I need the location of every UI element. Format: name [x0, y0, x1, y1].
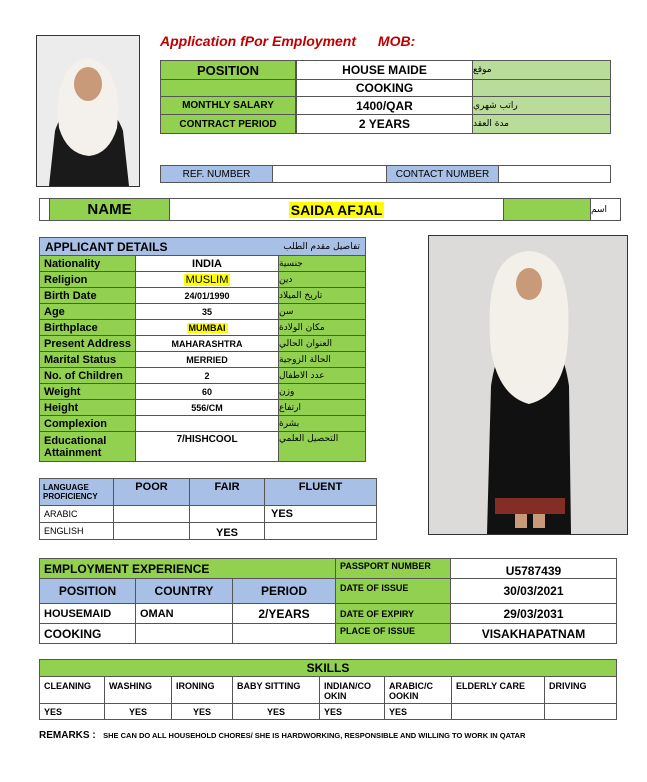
- language-row-arabic-fair: [189, 505, 265, 523]
- education-label: Educational: [44, 434, 107, 447]
- passport-photo: [36, 35, 140, 187]
- language-row-arabic-poor: [113, 505, 190, 523]
- applicant-details-title-arabic: تفاصيل مقدم الطلب: [283, 241, 360, 252]
- skill-arabic-cooking-line-2: OOKIN: [389, 691, 419, 701]
- education-arabic: التحصيل العلمي: [278, 431, 366, 462]
- experience-col-country: COUNTRY: [135, 578, 233, 604]
- skill-ironing-label: IRONING: [171, 676, 233, 704]
- date-of-expiry-label: DATE OF EXPIRY: [335, 603, 451, 624]
- religion-label: Religion: [39, 271, 136, 288]
- language-row-english-fluent: [264, 522, 377, 540]
- passport-number-label: PASSPORT NUMBER: [335, 558, 451, 579]
- date-of-issue-value: 30/03/2021: [450, 578, 617, 604]
- skill-washing-value: YES: [104, 703, 172, 720]
- age-arabic: سن: [278, 303, 366, 320]
- experience-row-1-country: OMAN: [135, 603, 233, 624]
- birth-date-arabic: تاريخ الميلاد: [278, 287, 366, 304]
- language-col-fluent: FLUENT: [264, 478, 377, 506]
- weight-arabic: وزن: [278, 383, 366, 400]
- applicant-details-title: APPLICANT DETAILS: [45, 239, 168, 254]
- ref-number-label: REF. NUMBER: [160, 165, 273, 183]
- remarks: [39, 725, 525, 743]
- nationality-label: Nationality: [39, 255, 136, 272]
- application-title: Application fPor Employment: [160, 33, 357, 49]
- skill-elderly-care-label: ELDERLY CARE: [451, 676, 545, 704]
- mob-label: MOB:: [377, 33, 416, 49]
- name-label: NAME: [49, 198, 170, 221]
- skill-indian-cooking-line-2: OKIN: [324, 691, 347, 701]
- experience-row-2-period: [232, 623, 336, 644]
- height-arabic: ارتفاع: [278, 399, 366, 416]
- marital-status-arabic: الحالة الزوجية: [278, 351, 366, 368]
- skill-indian-cooking-value: YES: [319, 703, 385, 720]
- remarks-text: SHE CAN DO ALL HOUSEHOLD CHORES/ SHE IS HARDWORKING, RESPONSIBLE AND WILLING TO WORK IN QATAR: [103, 731, 526, 740]
- present-address-label: Present Address: [39, 335, 136, 352]
- name-value-cell: [169, 198, 504, 221]
- experience-col-period: PERIOD: [232, 578, 336, 604]
- religion-arabic: دين: [278, 271, 366, 288]
- birthplace-label: Birthplace: [39, 319, 136, 336]
- remarks-label: REMARKS :: [39, 730, 96, 741]
- experience-row-2-position: COOKING: [39, 623, 136, 644]
- birthplace-value-cell: [135, 319, 279, 336]
- contact-number-value: [498, 165, 611, 183]
- language-row-english-fair: YES: [189, 522, 265, 540]
- place-of-issue-value: VISAKHAPATNAM: [450, 623, 617, 644]
- complexion-label: Complexion: [39, 415, 136, 432]
- skill-driving-value: [544, 703, 617, 720]
- full-body-photo: [428, 235, 628, 535]
- age-value: 35: [135, 303, 279, 320]
- position-value: HOUSE MAIDE: [296, 60, 473, 80]
- skill-indian-cooking-label: [319, 676, 385, 704]
- skill-baby-sitting-label: BABY SITTING: [232, 676, 320, 704]
- contract-arabic: مدة العقد: [472, 114, 611, 134]
- birth-date-value: 24/01/1990: [135, 287, 279, 304]
- language-proficiency-header: [39, 478, 114, 506]
- date-of-expiry-value: 29/03/2031: [450, 603, 617, 624]
- education-value: 7/HISHCOOL: [135, 431, 279, 462]
- skill-indian-cooking-line-1: INDIAN/CO: [324, 681, 371, 691]
- language-col-fair: FAIR: [189, 478, 265, 506]
- experience-row-1-period: 2/YEARS: [232, 603, 336, 624]
- skill-elderly-care-value: [451, 703, 545, 720]
- salary-arabic: راتب شهري: [472, 96, 611, 115]
- skill-baby-sitting-value: YES: [232, 703, 320, 720]
- birth-date-label: Birth Date: [39, 287, 136, 304]
- present-address-arabic: العنوان الحالي: [278, 335, 366, 352]
- language-col-poor: POOR: [113, 478, 190, 506]
- passport-number-value: U5787439: [450, 558, 617, 579]
- ref-number-value: [272, 165, 387, 183]
- education-label-2: Attainment: [44, 446, 102, 459]
- name-blank-green: [503, 198, 591, 221]
- skill-cleaning-value: YES: [39, 703, 105, 720]
- weight-label: Weight: [39, 383, 136, 400]
- nationality-arabic: جنسية: [278, 255, 366, 272]
- skills-title: SKILLS: [39, 659, 617, 677]
- contract-label: CONTRACT PERIOD: [160, 114, 296, 134]
- position-blank-green: [160, 79, 296, 97]
- skill-washing-label: WASHING: [104, 676, 172, 704]
- salary-label: MONTHLY SALARY: [160, 96, 296, 115]
- complexion-arabic: بشرة: [278, 415, 366, 432]
- experience-col-position: POSITION: [39, 578, 136, 604]
- name-arabic: اسم: [590, 198, 621, 221]
- height-value: 556/CM: [135, 399, 279, 416]
- position-value-2: COOKING: [296, 79, 473, 97]
- children-arabic: عدد الاطفال: [278, 367, 366, 384]
- nationality-value: INDIA: [135, 255, 279, 272]
- weight-value: 60: [135, 383, 279, 400]
- marital-status-label: Marital Status: [39, 351, 136, 368]
- language-title-2: PROFICIENCY: [43, 492, 98, 501]
- experience-row-1-position: HOUSEMAID: [39, 603, 136, 624]
- complexion-value: [135, 415, 279, 432]
- name-value: SAIDA AFJAL: [290, 201, 383, 218]
- skill-ironing-value: YES: [171, 703, 233, 720]
- present-address-value: MAHARASHTRA: [135, 335, 279, 352]
- skill-arabic-cooking-label: [384, 676, 452, 704]
- employment-experience-title: EMPLOYMENT EXPERIENCE: [39, 558, 336, 579]
- skill-driving-label: DRIVING: [544, 676, 617, 704]
- marital-status-value: MERRIED: [135, 351, 279, 368]
- language-row-english-label: ENGLISH: [39, 522, 114, 540]
- page-title: [160, 33, 415, 49]
- position-label: POSITION: [160, 60, 296, 80]
- language-row-arabic-fluent: YES: [264, 505, 377, 523]
- position-blank-light: [472, 79, 611, 97]
- education-label-cell: [39, 431, 136, 462]
- language-row-arabic-label: ARABIC: [39, 505, 114, 523]
- religion-value-cell: [135, 271, 279, 288]
- contact-number-label: CONTACT NUMBER: [386, 165, 499, 183]
- language-title-1: LANGUAGE: [43, 483, 89, 492]
- children-label: No. of Children: [39, 367, 136, 384]
- skill-cleaning-label: CLEANING: [39, 676, 105, 704]
- birthplace-arabic: مكان الولادة: [278, 319, 366, 336]
- applicant-details-header: [39, 237, 366, 256]
- height-label: Height: [39, 399, 136, 416]
- age-label: Age: [39, 303, 136, 320]
- language-row-english-poor: [113, 522, 190, 540]
- religion-value: MUSLIM: [185, 273, 229, 286]
- children-value: 2: [135, 367, 279, 384]
- salary-value: 1400/QAR: [296, 96, 473, 115]
- contract-value: 2 YEARS: [296, 114, 473, 134]
- date-of-issue-label: DATE OF ISSUE: [335, 578, 451, 604]
- birthplace-value: MUMBAI: [188, 322, 226, 333]
- place-of-issue-label: PLACE OF ISSUE: [335, 623, 451, 644]
- skill-arabic-cooking-line-1: ARABIC/C: [389, 681, 433, 691]
- position-arabic: موقع: [472, 60, 611, 80]
- skill-arabic-cooking-value: YES: [384, 703, 452, 720]
- experience-row-2-country: [135, 623, 233, 644]
